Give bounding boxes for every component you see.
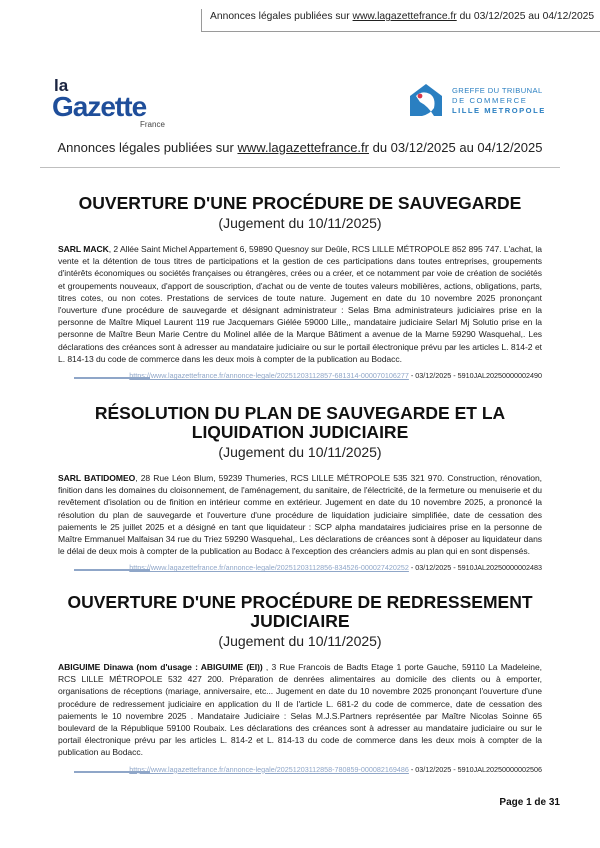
greffe-line-3: LILLE METROPOLE: [452, 106, 546, 115]
subheader-suffix: du 03/12/2025 au 04/12/2025: [368, 140, 543, 155]
announcement-judgment-date: (Jugement du 10/11/2025): [218, 633, 382, 649]
running-header: [201, 9, 600, 32]
greffe-line-1: GREFFE DU TRIBUNAL: [452, 86, 543, 95]
announcement-title: OUVERTURE D'UNE PROCÉDURE DE SAUVEGARDE: [78, 193, 522, 213]
announcement-text: , 28 Rue Léon Blum, 59239 Thumeries, RCS LILLE MÉTROPOLE 535 321 970. Construction, rénovation, finition dans les domaines du cloisonnement, de l'aménagement, du sanitaire, de l'électricité, de la fermeture ou menuiserie et du revêtement d'isolation ou de finition en intérieur comme en extérieur. Jugement en date du 10 novembre 2025, a prononcé la résolution du plan de sauvegarde et l'ouverture d'une procédure de liquidation judiciaire simplifiée, date de cessation des paiements le 25 juillet 2025 et a désigné en tant que liquidateur : SCP alpha mandataires judiciaires prise en la personne de Maître Emmanuel Malfaisan 34 rue du Triez 59290 Wasquehal,. Les déclarations de créances sont à déposer au liquidateur dans le délai de deux mois à compter de la publication au Bodacc à l'exception des créanciers admis au plan qui en sont dispensés.: [58, 473, 542, 557]
announcement: [58, 404, 542, 575]
announcement-title: OUVERTURE D'UNE PROCÉDURE DE REDRESSEMENT JUDICIAIRE: [67, 592, 533, 631]
marianne-house-icon: [410, 84, 442, 116]
announcement-text: , 2 Allée Saint Michel Appartement 6, 59890 Quesnoy sur Deûle, RCS LILLE MÉTROPOLE 852 895 747. L'achat, la vente et la détention de tous titres de participations et la gestion de ces participations dans toutes entreprises, groupements d'intérêts économiques ou sociétés françaises ou étrangères, crées ou a créer, et ce notamment par voie de création de sociétés et groupements nouveaux, d'apport de souscription, d'achat ou de vente de toutes valeurs mobilières, actions, obligations, parts, titres cotes, ou non cotes. Prestations de services de toute nature. Jugement en date du 10 novembre 2025 prononçant l'ouverture d'une procédure de sauvegarde et désignant administrateur : Selas Bma administrateurs judiciaires prise en la personne de Maître Miquel Laurent 119 rue Jacquemars Giélée 59000 Lille,, mandataire judiciaire Selarl Mj Solutio prise en la personne de Maître Beun Marie Centre du Molinel allée de la Marque Bâtiment a avenue de la Marne 59290 Wasquehal,. Les déclarations des créances sont à adresser au mandataire judiciaire ou sur le portail électronique prévu par les articles L. 814-2 et L. 814-13 du code de commerce dans les deux mois à compter de la publication au Bodacc.: [58, 244, 542, 364]
subheader-prefix: Annonces légales publiées sur: [57, 140, 238, 155]
header-divider: [40, 167, 560, 168]
logo-la: la: [54, 76, 69, 95]
announcement-reference: [58, 371, 542, 383]
announcement-text: , 3 Rue Francois de Badts Etage 1 porte Gauche, 59110 La Madeleine, RCS LILLE MÉTROPOLE 532 427 200. Préparation de denrées alimentaires au domicile des clients ou à emporter, organisations de réceptions (mariage, anniversaire, etc... Jugement en date du 10 novembre 2025 prononçant l'ouverture d'une procédure de redressement judiciaire en application du II de l'article L. 681-2 du code de commerce, date de cessation des paiements le 10 novembre 2025 . Mandataire Judiciaire : Selas M.J.S.Partners représentée par Maître Nicolas Soinne 65 boulevard de la République 59100 Roubaix. Les déclarations des créances sont à adresser au mandataire judiciaire ou sur le portail électronique prévu par les articles L. 814-2 et L. 814-13 du code de commerce dans les deux mois à compter de la publication au Bodacc.: [58, 662, 543, 758]
company-name: SARL BATIDOMEO: [58, 473, 136, 483]
announcement-meta: - 03/12/2025 - 5910JAL20250000002483: [408, 563, 542, 573]
announcement-reference: [58, 563, 542, 575]
announcement-meta: - 03/12/2025 - 5910JAL20250000002506: [408, 764, 542, 774]
greffe-lille-logo: [408, 82, 568, 118]
logo-france: France: [140, 120, 165, 129]
announcement: [58, 593, 542, 777]
page-number: Page 1 de 31: [499, 797, 560, 808]
publication-subheader: [0, 140, 600, 155]
greffe-line-2: DE COMMERCE: [452, 96, 528, 105]
company-name: ABIGUIME Dinawa (nom d'usage : ABIGUIME (EI)): [58, 662, 263, 672]
header-site-link[interactable]: www.lagazettefrance.fr: [352, 11, 457, 22]
announcement-judgment-date: (Jugement du 10/11/2025): [218, 444, 382, 460]
announcement-body: [58, 472, 542, 557]
announcement: [58, 194, 542, 383]
logo-gazette-word: Gazette: [52, 91, 147, 120]
announcement-body: [58, 243, 542, 365]
announcement-body: [58, 661, 542, 759]
subheader-site-link[interactable]: www.lagazettefrance.fr: [237, 140, 369, 155]
header-suffix: du 03/12/2025 au 04/12/2025: [456, 11, 595, 22]
announcement-title: RÉSOLUTION DU PLAN DE SAUVEGARDE ET LA LIQUIDATION JUDICIAIRE: [94, 403, 506, 442]
announcement-link[interactable]: https://www.lagazettefrance.fr/annonce-legale/20251203112857-681314-000070106277: [129, 371, 409, 381]
running-header-text: [210, 11, 594, 22]
announcement-judgment-date: (Jugement du 10/11/2025): [218, 215, 382, 231]
announcement-link[interactable]: https://www.lagazettefrance.fr/annonce-legale/20251203112858-780859-000082169486: [129, 764, 409, 774]
header-prefix: Annonces légales publiées sur: [210, 11, 353, 22]
company-name: SARL MACK: [58, 244, 109, 254]
announcement-meta: - 03/12/2025 - 5910JAL20250000002490: [408, 371, 542, 381]
announcement-link[interactable]: https://www.lagazettefrance.fr/annonce-legale/20251203112856-834526-000027420252: [129, 563, 409, 573]
announcement-reference: [58, 765, 542, 777]
la-gazette-logo: [52, 76, 176, 132]
